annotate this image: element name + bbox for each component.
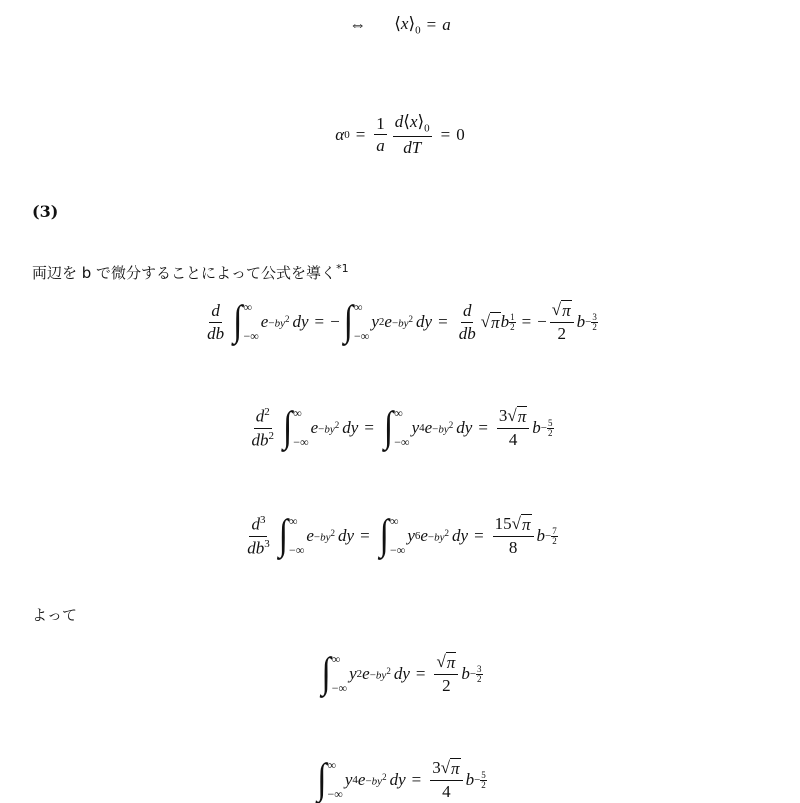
section-heading: (3) — [32, 202, 59, 221]
equation-third-derivative: $\frac{d^3}{db^3}$ ∫ ∞ −∞ e $-by^2$ dy = ∫ ∞ −∞ y 6 e $-by^2$ dy = 15 √ π 8 b − $\frac{7}{2}$ — [247, 512, 557, 559]
equation-mean-position: ⇔ $⟨x⟩_0$ = a — [349, 14, 451, 37]
intro-paragraph — [32, 262, 349, 283]
equation-result-fourth-moment: ∫ ∞ −∞ y 4 e $-by^2$ dy = 3 √ π 4 b − $\frac{5}{2}$ — [317, 756, 486, 803]
equation-first-derivative: $\frac{d}{db}$ ∫ ∞ −∞ e $-by^2$ dy = − ∫ ∞ −∞ y 2 e $-by^2$ dy = $\frac{d}{db}$ √ π b $\frac{1}{2}$ = − √ π 2 b − $\frac{3}{2}$ — [207, 298, 597, 345]
iff-symbol: ⇔ — [349, 15, 367, 35]
thus-paragraph: よって — [32, 606, 78, 624]
equation-alpha-zero: α 0 = $\frac{1}{a}$ $\frac{d⟨x⟩_0}{dT}$ = 0 — [335, 112, 465, 158]
footnote-marker: *1 — [336, 262, 349, 275]
equation-second-derivative: $\frac{d^2}{db^2}$ ∫ ∞ −∞ e $-by^2$ dy = ∫ ∞ −∞ y 4 e $-by^2$ dy = 3 √ π 4 b − $\frac{5}{2}$ — [251, 404, 553, 451]
equation-result-second-moment: ∫ ∞ −∞ y 2 e $-by^2$ dy = √ π 2 b − $\frac{3}{2}$ — [321, 650, 482, 697]
intro-text: 両辺を b で微分することによって公式を導く — [32, 264, 337, 282]
